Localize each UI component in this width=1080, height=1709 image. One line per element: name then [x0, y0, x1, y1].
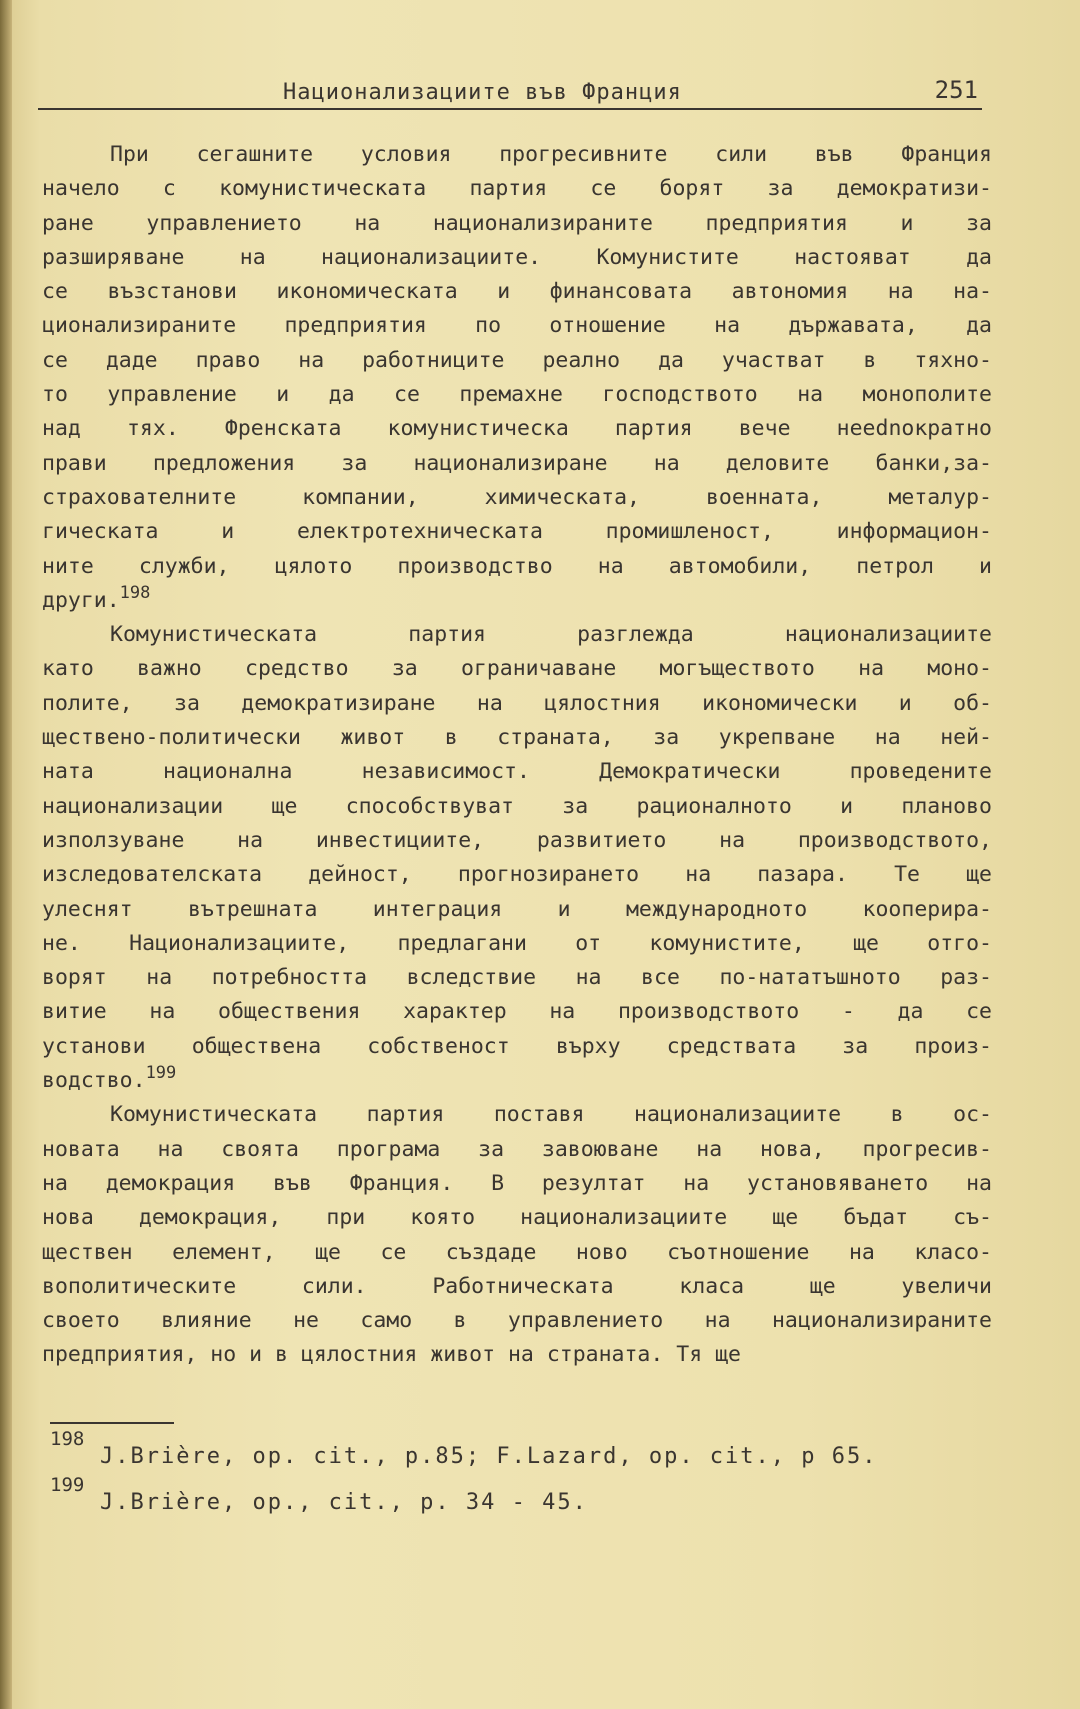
line-text: улеснят вътрешната интеграция и международното коопериpa-	[42, 896, 992, 922]
line-text: нова демокрация, при която национализациите ще бъдат съ-	[42, 1205, 992, 1231]
footnote-number: 198	[50, 1428, 85, 1450]
text-line	[42, 172, 992, 206]
line-text: изпoлзуване на инвестициите, развитието на производството,	[42, 827, 992, 853]
footnote-text: J.Brière, op. cit., p.85; F.Lazard, op. cit., p 65.	[100, 1444, 878, 1469]
footnote	[50, 1428, 990, 1474]
page-number: 251	[934, 76, 978, 104]
line-text: водство.	[42, 1068, 146, 1094]
line-text: своето влияние не само в управлението на национализираните	[42, 1308, 992, 1334]
text-line	[42, 515, 992, 549]
line-text: изследователската дейност, прогнозирането на пазара. Те ще	[42, 862, 992, 888]
line-text: ществен елемент, ще се създаде ново съотношение на класо-	[42, 1239, 992, 1265]
line-text: национализации ще способствуват за рационалното и планово	[42, 793, 992, 819]
footnote-number: 199	[50, 1474, 85, 1496]
line-text: начело с комунистическата партия се борят за демократизи-	[42, 176, 992, 202]
line-text: ционализираните предприятия по отношение на държавата, да	[42, 313, 992, 339]
text-line	[42, 207, 992, 241]
line-text: разширяване на национализациите. Комунистите настояват да	[42, 244, 992, 270]
text-line	[42, 893, 992, 927]
text-line	[42, 275, 992, 309]
footnote-text: J.Brière, op., cit., p. 34 - 45.	[100, 1490, 588, 1515]
text-line	[42, 1270, 992, 1304]
line-text: то управление и да се премахне господството на монополите	[42, 382, 992, 408]
line-text: ране управлението на национализираните предприятия и за	[42, 210, 992, 236]
running-header	[38, 78, 982, 110]
text-line	[42, 652, 992, 686]
footnotes	[50, 1428, 990, 1520]
line-text: вополитическите сили. Работническата класа ще увеличи	[42, 1273, 992, 1299]
line-text: се даде право на работниците реално да участват в тяхно-	[42, 347, 992, 373]
line-text: други.	[42, 587, 120, 613]
line-text: Комунистическата партия поставя национализациите в ос-	[110, 1102, 992, 1128]
footnote	[50, 1474, 990, 1520]
text-line	[42, 412, 992, 446]
text-line	[42, 447, 992, 481]
text-line	[42, 1133, 992, 1167]
line-text: предприятия, но и в цялостния живот на страната. Тя ще	[42, 1342, 741, 1368]
line-text: витие на обществения характер на производството - да се	[42, 999, 992, 1025]
line-text: ните служби, цялото производство на автомобили, петрол и	[42, 553, 992, 579]
text-line	[42, 618, 992, 652]
book-spine-shadow	[0, 0, 12, 1709]
text-line	[42, 1338, 992, 1372]
line-text: на демокрация във Франция. В резултат на установяването на	[42, 1170, 992, 1196]
text-line	[42, 1304, 992, 1338]
text-line	[42, 309, 992, 343]
line-text: прави предложения за национализиране на деловите банки,за-	[42, 450, 992, 476]
text-line	[42, 1167, 992, 1201]
running-title: Национализациите във Франция	[283, 80, 682, 105]
line-text: новата на своята програма за завоюване на нова, прогресив-	[42, 1136, 992, 1162]
line-text: установи обществена собственост върху средствата за произ-	[42, 1033, 992, 1059]
line-text: Комунистическата партия разглежда национализациите	[110, 622, 992, 648]
line-text: не. Национализациите, предлагани от комунистите, ще отго-	[42, 930, 992, 956]
text-line	[42, 995, 992, 1029]
text-line	[42, 687, 992, 721]
line-text: като важно средство за ограничаване могъществото на моно-	[42, 656, 992, 682]
text-line	[42, 481, 992, 515]
line-text: страховатeлните компании, химическата, военната, металур-	[42, 484, 992, 510]
text-line	[42, 927, 992, 961]
text-line	[42, 858, 992, 892]
text-line	[42, 824, 992, 858]
line-text: полите, за демократизиране на цялостния икономически и об-	[42, 690, 992, 716]
text-line	[42, 755, 992, 789]
text-line	[42, 584, 992, 618]
text-line	[42, 790, 992, 824]
footnote-reference[interactable]: 199	[145, 1063, 177, 1084]
text-line	[42, 961, 992, 995]
text-line	[42, 138, 992, 172]
text-line	[42, 1201, 992, 1235]
text-line	[42, 378, 992, 412]
line-text: гическата и електротехническата промишленост, информацион-	[42, 519, 992, 545]
text-line	[42, 1236, 992, 1270]
footnote-separator	[50, 1422, 174, 1424]
line-text: над тях. Френската комунистическа партия вече неednoкратно	[42, 416, 992, 442]
text-line	[42, 550, 992, 584]
text-line	[42, 721, 992, 755]
line-text: ществено-политически живот в страната, за укрепване на ней-	[42, 725, 992, 751]
line-text: При сегашните условия прогресивните сили във Франция	[110, 142, 992, 167]
footnote-reference[interactable]: 198	[119, 582, 151, 603]
text-line	[42, 1098, 992, 1132]
line-text: ната национална независимост. Демократически проведените	[42, 759, 992, 785]
text-line	[42, 1030, 992, 1064]
text-line	[42, 241, 992, 275]
text-line	[42, 344, 992, 378]
body-text	[42, 138, 992, 1373]
text-line	[42, 1064, 992, 1098]
line-text: се възстанови икономическата и финансовата автономия на на-	[42, 279, 992, 305]
line-text: ворят на потребността вследствие на все по-нататъшното раз-	[42, 965, 992, 991]
